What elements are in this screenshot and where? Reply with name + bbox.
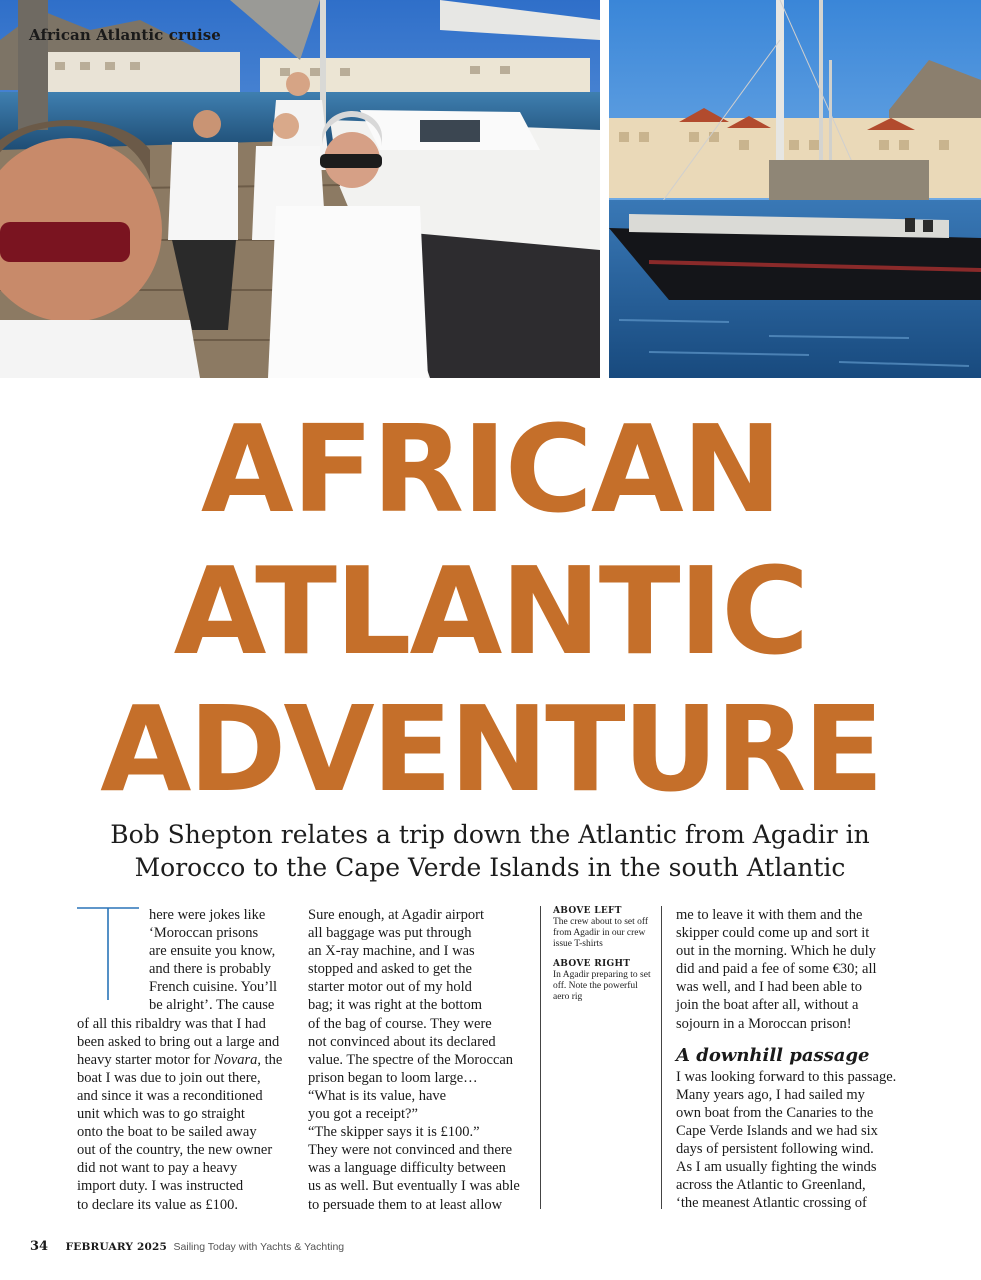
headline-line-2: ATLANTIC xyxy=(173,543,808,682)
standfirst: Bob Shepton relates a trip down the Atlantic from Agadir in Morocco to the Cape Verde Islands in the south Atlantic xyxy=(110,820,870,882)
col2-line: They were not convinced and there xyxy=(308,1142,513,1159)
col1-line-boat xyxy=(77,1051,289,1069)
col1-line: are ensuite you know, xyxy=(149,943,276,960)
col1-line: here were jokes like xyxy=(149,907,266,923)
col1-line: boat I was due to join out there, xyxy=(77,1069,261,1086)
caption-text-right: In Agadir preparing to set off. Note the powerful aero rig xyxy=(553,970,651,1002)
page-number: 34 xyxy=(30,1239,49,1254)
column-divider xyxy=(540,906,541,1209)
caption-title-right: ABOVE RIGHT xyxy=(553,959,631,969)
col1-line: French cuisine. You’ll xyxy=(149,979,278,996)
col2-line: all baggage was put through xyxy=(308,925,472,942)
col4-line: ‘the meanest Atlantic crossing of xyxy=(676,1195,867,1212)
col4-line: I was looking forward to this passage. xyxy=(676,1068,897,1085)
col2-line: not convinced about its declared xyxy=(308,1033,496,1050)
drop-cap xyxy=(77,907,141,1001)
col4-line: out in the morning. Which he duly xyxy=(676,943,876,960)
col4-line: sojourn in a Moroccan prison! xyxy=(676,1015,852,1032)
col2-line: Sure enough, at Agadir airport xyxy=(308,907,484,923)
col2-line: us as well. But eventually I was able xyxy=(308,1178,520,1195)
col2-line: you got a receipt?” xyxy=(308,1106,418,1123)
col4-line: own boat from the Canaries to the xyxy=(676,1104,874,1121)
col2-line: an X-ray machine, and I was xyxy=(308,943,475,960)
caption-title-left: ABOVE LEFT xyxy=(553,906,622,916)
column-divider xyxy=(661,906,662,1209)
magazine-name: Sailing Today with Yachts & Yachting xyxy=(173,1241,345,1253)
col4-line: join the boat after all, without a xyxy=(676,997,859,1014)
col2-line: bag; it was right at the bottom xyxy=(308,997,482,1014)
col4-line: was well, and I had been able to xyxy=(676,979,863,996)
col2-line: starter motor out of my hold xyxy=(308,979,472,996)
col1-line: heavy starter motor for xyxy=(77,1051,211,1068)
col1-line: unit which was to go straight xyxy=(77,1106,245,1123)
issue-date: FEBRUARY 2025 xyxy=(65,1241,168,1253)
col2-line: was a language difficulty between xyxy=(308,1160,506,1177)
col1-line: out of the country, the new owner xyxy=(77,1142,273,1159)
photo-crew-pontoon xyxy=(0,0,600,378)
col2-line: of the bag of course. They were xyxy=(308,1015,492,1032)
section-tag: African Atlantic cruise xyxy=(29,26,221,44)
body-column-2 xyxy=(308,906,520,1214)
boat-name: Novara xyxy=(213,1051,258,1068)
col1-line: been asked to bring out a large and xyxy=(77,1033,280,1050)
col2-line: “What is its value, have xyxy=(308,1087,447,1104)
col1-line: of all this ribaldry was that I had xyxy=(77,1015,266,1032)
col4-line: across the Atlantic to Greenland, xyxy=(676,1177,866,1194)
col4-line: As I am usually fighting the winds xyxy=(676,1159,877,1176)
col2-line: stopped and asked to get the xyxy=(308,961,472,978)
col4-line: skipper could come up and sort it xyxy=(676,925,870,942)
col2-line: prison began to loom large… xyxy=(308,1069,478,1086)
caption-text-left: The crew about to set off from Agadir in our crew issue T-shirts xyxy=(553,917,649,949)
col2-line: “The skipper says it is £100.” xyxy=(308,1124,480,1141)
col4-line: did and paid a fee of some €30; all xyxy=(676,961,877,978)
yacht-photo-illustration xyxy=(609,0,981,378)
col2-line: value. The spectre of the Moroccan xyxy=(308,1051,514,1068)
col1-line: did not want to pay a heavy xyxy=(77,1160,238,1177)
col4-line: Cape Verde Islands and we had six xyxy=(676,1122,878,1139)
col1-line: ‘Moroccan prisons xyxy=(149,925,259,942)
crew-photo-illustration xyxy=(0,0,600,378)
col1-line: be alright’. The cause xyxy=(149,997,275,1014)
page-footer xyxy=(30,1239,344,1254)
col1-line: and since it was a reconditioned xyxy=(77,1087,263,1104)
photo-captions xyxy=(553,906,651,1012)
headline-line-3: ADVENTURE xyxy=(100,680,881,818)
section-subhead: A downhill passage xyxy=(676,1044,870,1066)
col1-line: import duty. I was instructed xyxy=(77,1178,244,1195)
boat-name-suffix: , the xyxy=(257,1051,283,1068)
headline-line-1: AFRICAN xyxy=(200,401,781,540)
col1-line: to declare its value as £100. xyxy=(77,1196,239,1213)
body-column-1 xyxy=(77,906,289,1214)
photo-yacht-marina xyxy=(609,0,981,378)
col1-line: onto the boat to be sailed away xyxy=(77,1124,257,1141)
body-column-4 xyxy=(676,906,900,1212)
col1-line: and there is probably xyxy=(149,961,272,978)
col4-line: Many years ago, I had sailed my xyxy=(676,1086,865,1103)
col4-line: me to leave it with them and the xyxy=(676,907,863,923)
col2-line: to persuade them to at least allow xyxy=(308,1196,503,1213)
col4-line: days of persistent following wind. xyxy=(676,1141,874,1158)
